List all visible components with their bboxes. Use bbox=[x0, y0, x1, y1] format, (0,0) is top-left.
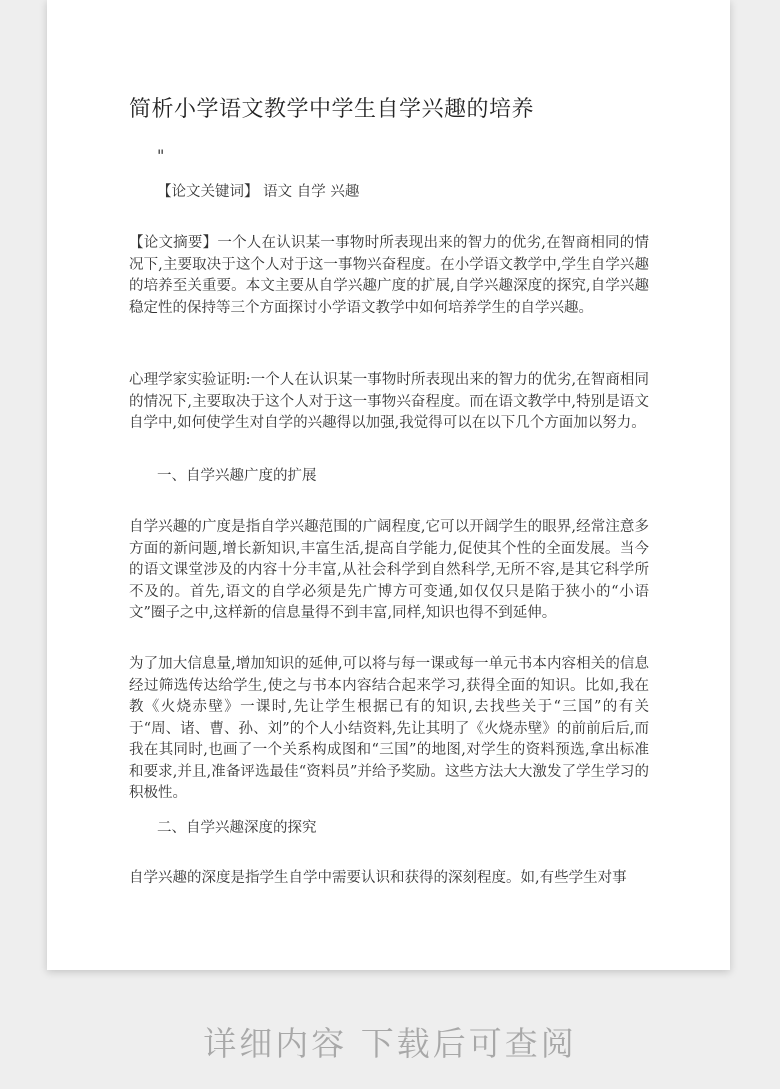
keywords-line: 【论文关键词】 语文 自学 兴趣 bbox=[157, 184, 360, 200]
section1-paragraph-2: 为了加大信息量,增加知识的延伸,可以将与每一课或每一单元书本内容相关的信息经过筛选传达给学生,使之与书本内容结合起来学习,获得全面的知识。比如,我在教《火烧赤壁》一课时,先让学生根据已有的知识,去找些关于“三国”的有关于“周、诸、曹、孙、刘”的个人小结资料,先让其明了《火烧赤壁》的前前后后,而我在其同时,也画了一个关系构成图和“三国”的地图,对学生的资料预选,拿出标准和要求,并且,准备评选最佳“资料员”并给予奖励。这些方法大大激发了学生学习的积极性。 bbox=[129, 656, 649, 801]
section-heading-1: 一、自学兴趣广度的扩展 bbox=[157, 468, 317, 484]
abstract-paragraph: 【论文摘要】一个人在认识某一事物时所表现出来的智力的优劣,在智商相同的情况下,主要取决于这个人对于这一事物兴奋程度。在小学语文教学中,学生自学兴趣的培养至关重要。本文主要从自学兴趣广度的扩展,自学兴趣深度的探究,自学兴趣稳定性的保持等三个方面探讨小学语文教学中如何培养学生的自学兴趣。 bbox=[129, 235, 649, 316]
section-heading-2: 二、自学兴趣深度的探究 bbox=[157, 820, 317, 836]
section2-paragraph-1: 自学兴趣的深度是指学生自学中需要认识和获得的深刻程度。如,有些学生对事 bbox=[129, 870, 627, 886]
download-prompt[interactable]: 详细内容 下载后可查阅 bbox=[203, 1024, 577, 1063]
intro-paragraph: 心理学家实验证明:一个人在认识某一事物时所表现出来的智力的优劣,在智商相同的情况下,主要取决于这个人对于这一事物兴奋程度。而在语文教学中,特别是语文自学中,如何使学生对自学的兴趣得以加强,我觉得可以在以下几个方面加以努力。 bbox=[129, 372, 649, 431]
document-title: 简析小学语文教学中学生自学兴趣的培养 bbox=[129, 97, 535, 122]
section1-paragraph-1: 自学兴趣的广度是指自学兴趣范围的广阔程度,它可以开阔学生的眼界,经常注意多方面的新问题,增长新知识,丰富生活,提高自学能力,促使其个性的全面发展。当今的语文课堂涉及的内容十分丰富,从社会科学到自然科学,无所不容,是其它科学所不及的。首先,语文的自学必须是先广博方可变通,如仅仅只是陷于狭小的“小语文”圈子之中,这样新的信息量得不到丰富,同样,知识也得不到延伸。 bbox=[129, 519, 649, 621]
document-page bbox=[47, 0, 730, 970]
quote-mark: " bbox=[157, 146, 165, 165]
